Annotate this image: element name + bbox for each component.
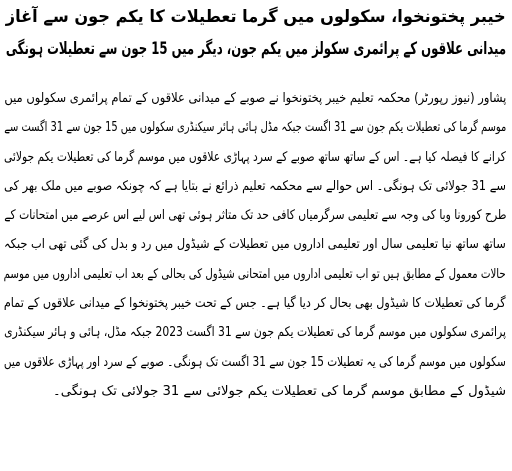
- body-line: سکولوں میں موسم گرما کی یہ تعطیلات 15 جون سے 31 اگست تک ہونگی۔ صوبے کے سرد اور پہاڑی علاقوں میں: [4, 354, 506, 370]
- body-line: سے 31 جولائی تک ہونگی۔ اس حوالے سے محکمہ تعلیم ذرائع نے بتایا ہے کہ چونکہ صوبے میں ملک بھر کی: [4, 178, 506, 194]
- body-line: گرما کی تعطیلات کا شیڈول بھی بحال کر دیا گیا ہے۔ جس کے تحت خیبر پختونخوا کے میدانی علاقوں کے تمام: [4, 296, 506, 312]
- headline-sub: میدانی علاقوں کے پرائمری سکولز میں یکم جون، دیگر میں 15 جون سے تعطیلات ہونگی: [5, 39, 506, 59]
- body-line: موسم گرما کی تعطیلات یکم جون سے 31 اگست جبکہ مڈل ہائی ہائر سیکنڈری سکولوں میں 15 جون سے 31 اگست سے: [3, 120, 506, 136]
- body-line: طرح کورونا وبا کی وجہ سے تعلیمی سرگرمیاں کافی حد تک متاثر ہوئی تھی اس لیے اس عرصے میں امتحانات کے: [3, 208, 506, 224]
- article-body: [4, 84, 506, 406]
- body-line: پشاور (نیوز رپورٹر) محکمہ تعلیم خیبر پختونخوا نے صوبے کے میدانی علاقوں کے تمام پرائمری سکولوں میں: [4, 91, 506, 106]
- body-line: کرانے کا فیصلہ کیا ہے۔ اس کے ساتھ ساتھ صوبے کے سرد پہاڑی علاقوں میں موسم گرما کی تعطیلات یکم جولائی: [4, 149, 506, 165]
- body-line: پرائمری سکولوں میں موسم گرما کی تعطیلات یکم جون سے 31 اگست 2023 جبکہ مڈل، ہائی و ہائر سیکنڈری: [4, 325, 506, 341]
- headline-main: خیبر پختونخوا، سکولوں میں گرما تعطیلات کا یکم جون سے آغاز: [6, 7, 506, 27]
- body-line: ساتھ ساتھ نیا تعلیمی سال اور تعلیمی اداروں میں تعطیلات کے شیڈول میں رد و بدل کی گئی تھی اب جبکہ: [4, 237, 506, 253]
- body-line: حالات معمول کے مطابق ہیں تو اب تعلیمی اداروں میں امتحانی شیڈول کی بحالی کے بعد اب تعلیمی اداروں میں موسم: [3, 266, 506, 282]
- body-line: شیڈول کے مطابق موسم گرما کی تعطیلات یکم جولائی سے 31 جولائی تک ہونگی۔: [53, 383, 506, 399]
